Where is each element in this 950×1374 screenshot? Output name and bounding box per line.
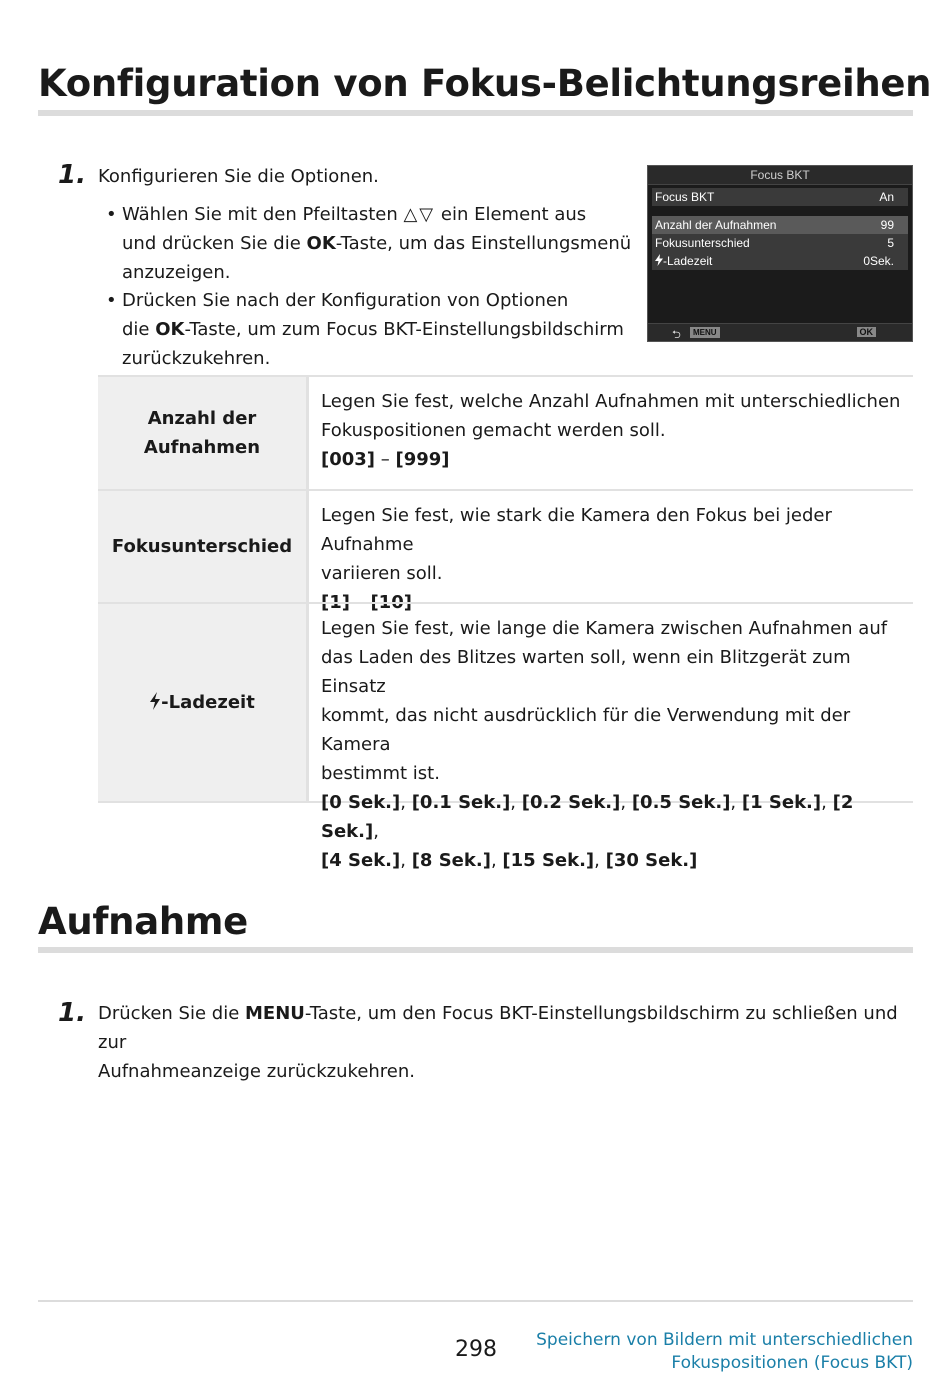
chapter-link[interactable]: Speichern von Bildern mit unterschiedlichen Fokuspositionen (Focus BKT) — [536, 1330, 913, 1373]
camera-row-focus-bkt: Focus BKT An — [652, 188, 908, 206]
table-row-header: -Ladezeit — [98, 604, 309, 801]
table-row-description: Legen Sie fest, wie lange die Kamera zwischen Aufnahmen auf das Laden des Blitzes warten soll, wenn ein Blitzgerät zum Einsatz kommt, das nicht ausdrücklich für die Verwendung mit der Kamera bestimmt ist. [0 Sek.], [0.1 Sek.], [0.2 Sek.], [0.5 Sek.], [1 Sek.], [2 Sek.], [4 Sek.], [8 Sek.], [15 Sek.], [30 Sek.] — [321, 618, 888, 871]
section-title-aufnahme: Aufnahme — [38, 900, 248, 943]
camera-screen-footer — [648, 323, 912, 341]
step-text: Drücken Sie die MENU-Taste, um den Focus BKT-Einstellungsbildschirm zu schließen und zur Aufnahmeanzeige zurückzukehren. — [98, 1003, 898, 1082]
camera-screen-focus-bkt — [647, 165, 913, 342]
camera-row-fokusunterschied: Fokusunterschied 5 — [652, 234, 908, 252]
camera-screen-title: Focus BKT — [648, 166, 912, 185]
step-text: Konfigurieren Sie die Optionen. — [98, 166, 379, 187]
flash-icon — [655, 254, 663, 266]
table-row — [98, 489, 913, 613]
flash-icon — [149, 692, 161, 710]
camera-row-ladezeit: -Ladezeit 0Sek. — [652, 252, 908, 270]
table-row-description: Legen Sie fest, wie stark die Kamera den Fokus bei jeder Aufnahme variieren soll. [1] – [10] — [321, 505, 832, 613]
bullet-return-ok: • Drücken Sie nach der Konfiguration von Optionen die OK-Taste, um zum Focus BKT-Einstellungsbildschirm zurückzukehren. — [106, 290, 624, 369]
table-row-header: Anzahl der Aufnahmen — [98, 377, 309, 489]
table-row — [98, 602, 913, 871]
camera-row-anzahl: Anzahl der Aufnahmen 99 — [652, 216, 908, 234]
table-row-header: Fokusunterschied — [98, 491, 309, 602]
ok-badge: OK — [857, 327, 877, 337]
bullet-select-element: • Wählen Sie mit den Pfeiltasten △▽ ein Element aus und drücken Sie die OK-Taste, um das Einstellungsmenü anzuzeigen. — [106, 204, 632, 283]
step-number: 1. — [58, 160, 86, 190]
section-title-rule — [38, 110, 913, 116]
back-arrow-icon: ⮌ — [672, 329, 681, 341]
step-number: 1. — [58, 998, 86, 1028]
options-table — [98, 375, 913, 871]
table-row — [98, 375, 913, 489]
page-number: 298 — [455, 1337, 497, 1362]
footer-rule — [38, 1300, 913, 1302]
section-title-rule — [38, 947, 913, 953]
table-row-description: Legen Sie fest, welche Anzahl Aufnahmen mit unterschiedlichen Fokuspositionen gemacht werden soll. [003] – [999] — [321, 391, 901, 470]
menu-badge: MENU — [690, 327, 720, 338]
arrow-up-down-icon: △▽ — [403, 204, 436, 225]
section-title-konfiguration: Konfiguration von Fokus-Belichtungsreihen — [38, 62, 932, 105]
